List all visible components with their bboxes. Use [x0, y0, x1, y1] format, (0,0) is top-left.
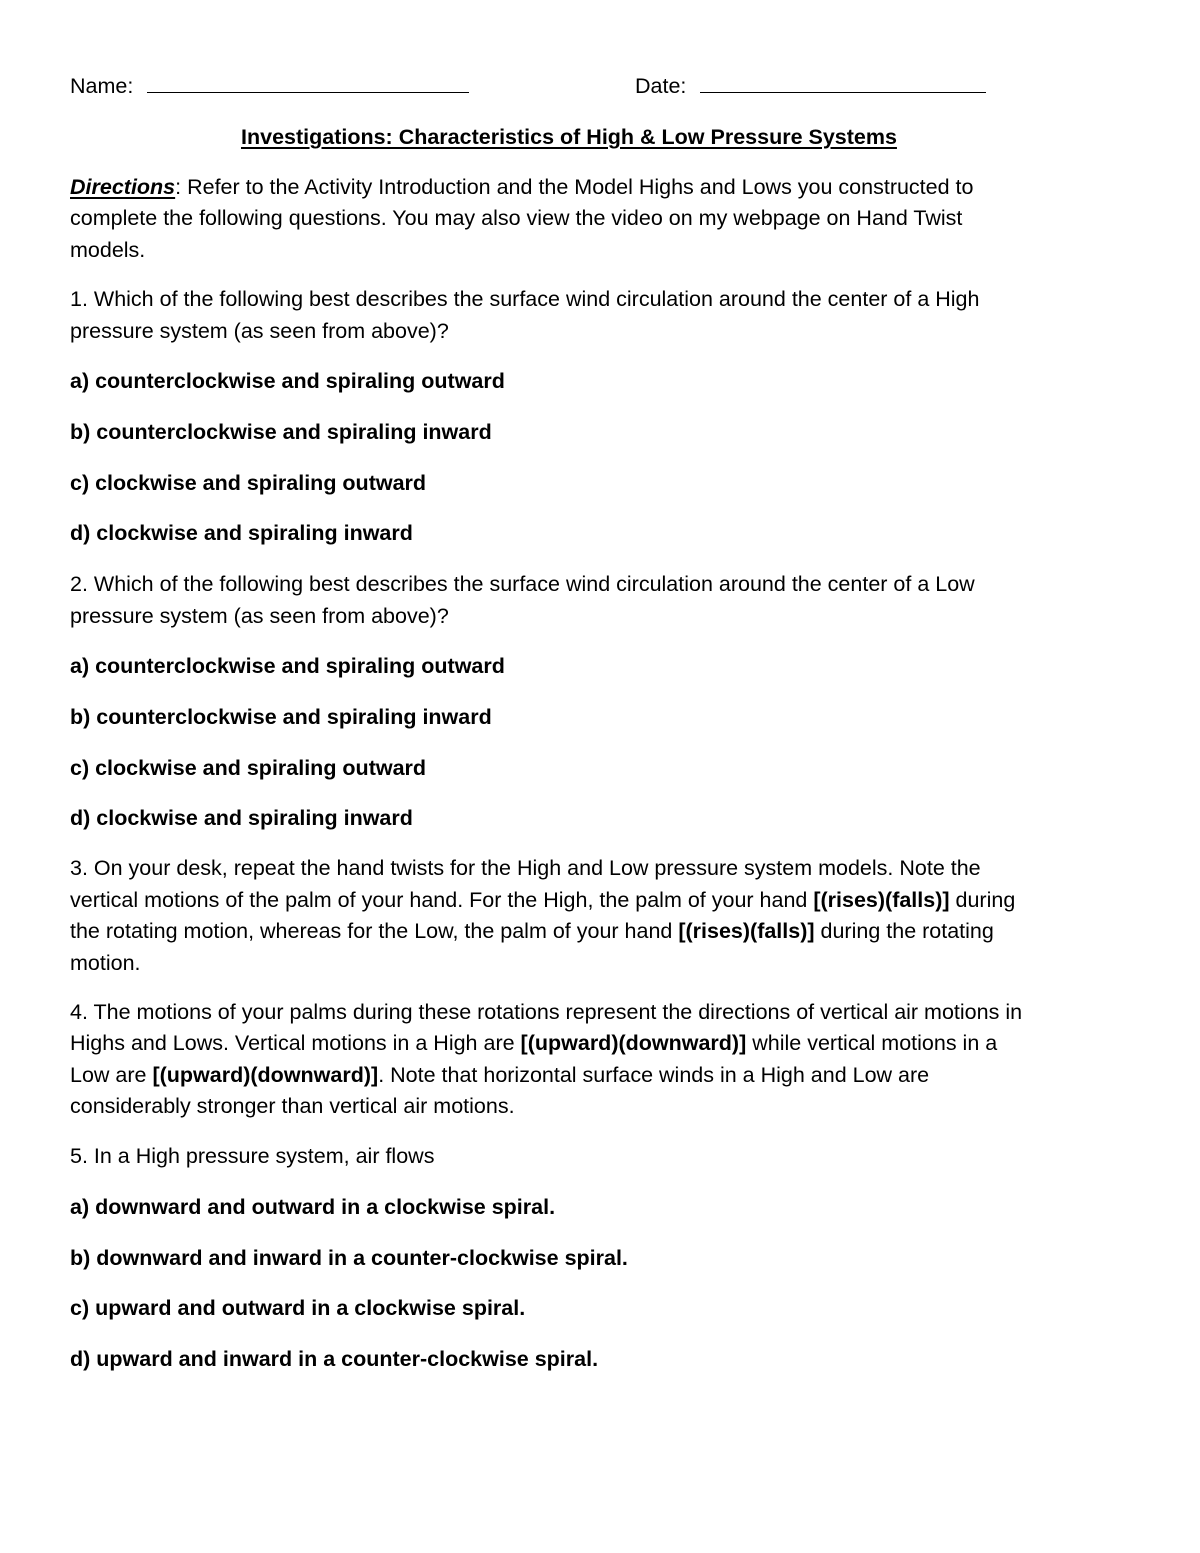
- question-1-option-d[interactable]: d) clockwise and spiraling inward: [70, 521, 413, 545]
- question-5-text-1: 5. In a High pressure system, air flows: [70, 1144, 435, 1168]
- question-4-text-3: [70, 1065, 929, 1087]
- question-5-option-c[interactable]: c) upward and outward in a clockwise spiral.: [70, 1296, 526, 1320]
- question-3-text-2: [70, 890, 1015, 912]
- question-3-text-1: 3. On your desk, repeat the hand twists for the High and Low pressure system models. Note the: [70, 856, 981, 880]
- question-2-option-a[interactable]: a) counterclockwise and spiraling outward: [70, 654, 505, 678]
- question-2-text-2: pressure system (as seen from above)?: [70, 604, 449, 628]
- date-label: Date:: [635, 74, 687, 98]
- question-3-text-3-pre: the rotating motion, whereas for the Low, the palm of your hand: [70, 919, 679, 943]
- name-label: Name:: [70, 74, 134, 98]
- question-4-text-2-pre: Highs and Lows. Vertical motions in a High are: [70, 1031, 521, 1055]
- question-2-option-d[interactable]: d) clockwise and spiraling inward: [70, 806, 413, 830]
- question-3-choice-low[interactable]: [(rises)(falls)]: [678, 919, 815, 943]
- question-4-text-3-pre: Low are: [70, 1063, 153, 1087]
- question-3-text-3-post: during the rotating: [814, 919, 994, 943]
- question-5-option-a[interactable]: a) downward and outward in a clockwise spiral.: [70, 1195, 556, 1219]
- directions-label: Directions: [70, 175, 176, 199]
- question-1-text-2: pressure system (as seen from above)?: [70, 319, 449, 343]
- directions-line-3: models.: [70, 238, 146, 262]
- question-3-text-2-pre: vertical motions of the palm of your hand. For the High, the palm of your hand: [70, 888, 814, 912]
- question-4-text-3-post: . Note that horizontal surface winds in a High and Low are: [378, 1063, 930, 1087]
- question-1-option-b[interactable]: b) counterclockwise and spiraling inward: [70, 420, 492, 444]
- question-3-text-3: [70, 921, 994, 943]
- question-5-option-b[interactable]: b) downward and inward in a counter-clockwise spiral.: [70, 1246, 628, 1270]
- question-3-text-2-post: during: [949, 888, 1016, 912]
- directions-line-2: complete the following questions. You may also view the video on my webpage on Hand Twist: [70, 206, 963, 230]
- page-title: Investigations: Characteristics of High & Low Pressure Systems: [241, 125, 897, 149]
- question-1-text-1: 1. Which of the following best describes the surface wind circulation around the center of a High: [70, 287, 980, 311]
- directions-line-1: [70, 177, 973, 199]
- question-2-option-b[interactable]: b) counterclockwise and spiraling inward: [70, 705, 492, 729]
- question-3-text-4: motion.: [70, 951, 141, 975]
- question-3-choice-high[interactable]: [(rises)(falls)]: [813, 888, 950, 912]
- question-1-option-a[interactable]: a) counterclockwise and spiraling outward: [70, 369, 505, 393]
- question-4-choice-high[interactable]: [(upward)(downward)]: [520, 1031, 747, 1055]
- question-4-text-2: [70, 1033, 997, 1055]
- question-5-option-d[interactable]: d) upward and inward in a counter-clockwise spiral.: [70, 1347, 599, 1371]
- question-2-text-1: 2. Which of the following best describes the surface wind circulation around the center of a Low: [70, 572, 975, 596]
- question-1-option-c[interactable]: c) clockwise and spiraling outward: [70, 471, 427, 495]
- question-4-choice-low[interactable]: [(upward)(downward)]: [152, 1063, 379, 1087]
- question-2-option-c[interactable]: c) clockwise and spiraling outward: [70, 756, 427, 780]
- question-4-text-4: considerably stronger than vertical air motions.: [70, 1094, 515, 1118]
- directions-text-1: : Refer to the Activity Introduction and the Model Highs and Lows you constructed to: [175, 175, 974, 199]
- question-4-text-1: 4. The motions of your palms during these rotations represent the directions of vertical air motions in: [70, 1000, 1023, 1024]
- question-4-text-2-post: while vertical motions in a: [746, 1031, 998, 1055]
- date-field: [635, 76, 986, 98]
- name-blank[interactable]: [147, 91, 469, 93]
- date-blank[interactable]: [700, 91, 986, 93]
- name-field: [70, 76, 469, 98]
